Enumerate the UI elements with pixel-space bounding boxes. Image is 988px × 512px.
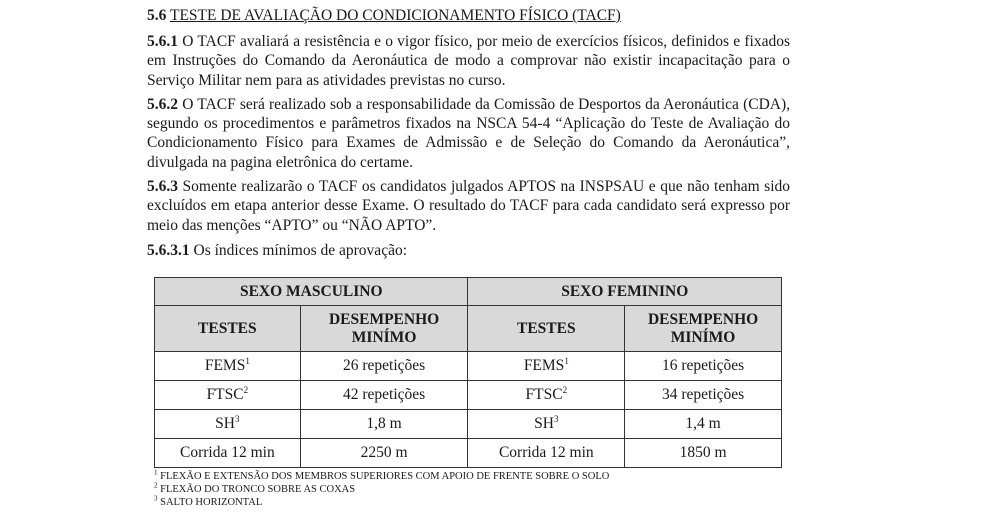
document-body [147,6,790,261]
female-value: 34 repetições [625,381,782,410]
paragraph-5-6-2 [147,95,790,172]
footnote [154,470,609,483]
paragraph-number: 5.6.1 [147,33,178,50]
test-name-male [155,352,301,381]
test-label: FEMS [523,357,565,374]
header-female: SEXO FEMININO [468,278,782,306]
test-name-female [468,439,625,468]
footnote-mark: 2 [154,481,158,490]
female-value: 16 repetições [625,352,782,381]
header-performance-line2: MINÍMO [670,328,736,346]
footnote-text: SALTO HORIZONTAL [160,497,263,508]
table-row [155,381,782,410]
header-performance-line1: DESEMPENHO [647,310,759,328]
table-row [155,352,782,381]
test-name-male [155,381,301,410]
table-row [155,410,782,439]
section-title: TESTE DE AVALIAÇÃO DO CONDICIONAMENTO FÍSICO (TACF) [169,7,621,24]
footnote-mark: 3 [235,413,240,424]
paragraph-text: O TACF será realizado sob a responsabilidade da Comissão de Desportos da Aeronáutica (CDA), segundo os procedimentos e parâmetros fixados na NSCA 54-4 “Aplicação do Teste de Avaliação do Condicionamento Físico para Exames de Admissão e de Seleção do Comando da Aeronáutica”, divulgada na pagina eletrônica do certame. [147,95,791,171]
female-value: 1850 m [625,439,782,468]
test-name-female [468,410,625,439]
subsection-5-6-3-1 [147,241,790,261]
test-label: FEMS [204,357,246,374]
paragraph-number: 5.6.3 [147,178,178,196]
table-row [155,439,782,468]
footnote-mark: 1 [564,355,569,366]
paragraph-text: Somente realizarão o TACF os candidatos julgados APTOS na INSPSAU e que não tenham sido excluídos em etapa anterior desse Exame. O resultado do TACF para cada candidato será expresso por meio das menções “APTO” ou “NÃO APTO”. [147,178,790,234]
male-value: 1,8 m [300,410,468,439]
footnote-mark: 1 [154,468,158,477]
footnote-text: FLEXÃO E EXTENSÃO DOS MEMBROS SUPERIORES COM APOIO DE FRENTE SOBRE O SOLO [160,471,610,482]
header-tests-male: TESTES [155,306,301,352]
male-value: 2250 m [300,439,468,468]
footnote-mark: 1 [245,355,250,366]
test-name-male [155,439,301,468]
paragraph-number: 5.6.2 [147,95,178,113]
female-value: 1,4 m [625,410,782,439]
header-performance-male [300,306,468,352]
paragraph-5-6-3 [147,177,790,235]
paragraph-5-6-1 [147,32,790,90]
test-name-female [468,352,625,381]
section-heading [147,6,790,26]
test-label: SH [215,415,235,432]
paragraph-text: O TACF avaliará a resistência e o vigor físico, por meio de exercícios físicos, definidos e fixados em Instruções do Comando da Aeronáutica de modo a comprovar não existir incapacitação para o Serviço Militar nem para as atividades previstas no curso. [147,33,791,89]
table-column-header-row [155,306,782,352]
footnotes [154,470,609,509]
header-tests-female: TESTES [468,306,625,352]
test-label: Corrida 12 min [179,444,275,461]
header-male: SEXO MASCULINO [155,278,468,306]
header-performance-line1: DESEMPENHO [328,310,440,328]
header-performance-female [625,306,782,352]
footnote-mark: 2 [562,384,568,395]
section-number: 5.6 [147,7,167,24]
male-value: 42 repetições [300,381,468,410]
footnote-mark: 3 [553,413,559,424]
table-group-header-row [155,278,782,306]
subsection-text: Os índices mínimos de aprovação: [193,241,408,259]
footnote [154,483,609,496]
footnote-mark: 3 [154,494,158,503]
test-label: Corrida 12 min [498,444,594,461]
footnote [154,496,609,509]
subsection-number: 5.6.3.1 [147,241,190,259]
footnote-text: FLEXÃO DO TRONCO SOBRE AS COXAS [160,484,356,495]
test-label: FTSC [206,386,244,403]
minimum-indices-table [154,277,782,468]
footnote-mark: 2 [243,384,249,395]
test-label: FTSC [525,386,563,403]
test-label: SH [534,415,554,432]
male-value: 26 repetições [300,352,468,381]
test-name-female [468,381,625,410]
test-name-male [155,410,301,439]
header-performance-line2: MINÍMO [351,328,417,346]
